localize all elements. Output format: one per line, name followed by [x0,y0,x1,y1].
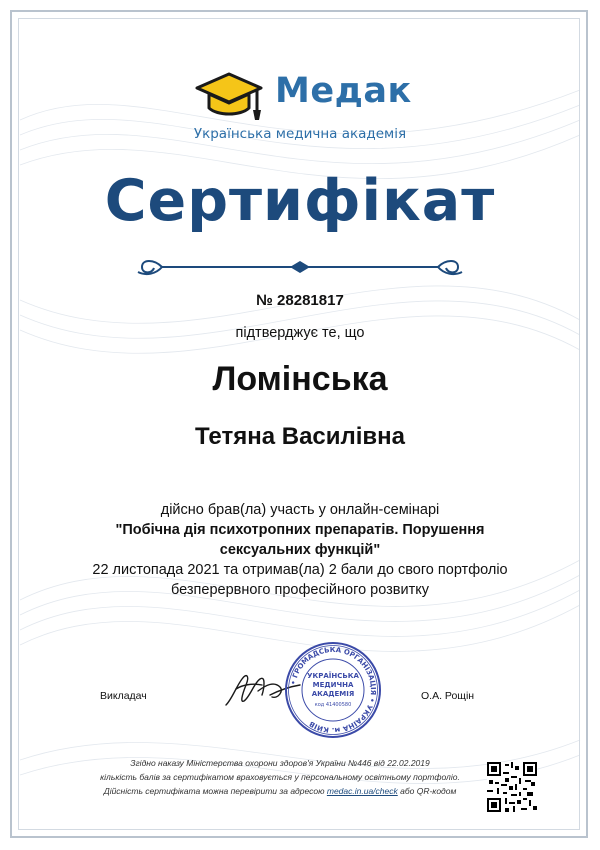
recipient-given-names: Тетяна Василівна [194,423,406,450]
graduation-cap-icon [193,66,265,126]
director-name: О.А. Рощін [421,690,475,702]
footer-line3 [0,784,560,798]
brand-name: Медак [275,71,412,111]
seminar-title-line2: сексуальних функцій" [219,542,381,558]
stamp-code: код 41400580 [314,702,352,708]
recipient-surname: Ломінська [212,360,388,398]
brand-subtitle: Українська медична академія [193,126,407,142]
certificate-title: Сертифікат [104,168,496,234]
seminar-title-line1: "Побічна дія психотропних препаратів. Порушення [115,522,485,538]
footer-line1: Згідно наказу Міністерства охорони здоров'я України №446 від 22.02.2019 [130,758,430,768]
stamp-ring-text: • ГРОМАДСЬКА ОРГАНІЗАЦІЯ • УКРАЇНА м. КИЇВ [289,645,378,735]
participation-line: дійсно брав(ла) участь у онлайн-семінарі [160,502,440,518]
footer-note [0,756,560,798]
footer-verify-prefix: Дійсність сертифіката можна перевірити за адресою [103,786,325,796]
participation-statement [0,500,600,600]
footer-verify-suffix: або QR-кодом [400,786,457,796]
confirms-text: підтверджує те, що [235,325,365,341]
portfolio-line: безперервного професійного розвитку [171,582,429,598]
brand-logo [0,58,600,148]
qr-code-icon[interactable] [487,762,537,812]
date-points-line: 22 листопада 2021 та отримав(ла) 2 бали до свого портфоліо [92,562,508,578]
stamp-center-line3: АКАДЕМІЯ [311,690,355,698]
stamp-center-line2: МЕДИЧНА [312,681,354,689]
footer-line2: кількість балів за сертифікатом враховується у персональному освітньому портфоліо. [100,772,460,782]
lecturer-label: Викладач [100,690,147,702]
organization-stamp [283,640,383,740]
certificate-number: № 28281817 [256,292,344,309]
verify-link[interactable]: medac.in.ua/check [326,786,398,796]
stamp-center-line1: УКРАЇНСЬКА [307,672,359,680]
ornamental-divider [132,256,468,278]
